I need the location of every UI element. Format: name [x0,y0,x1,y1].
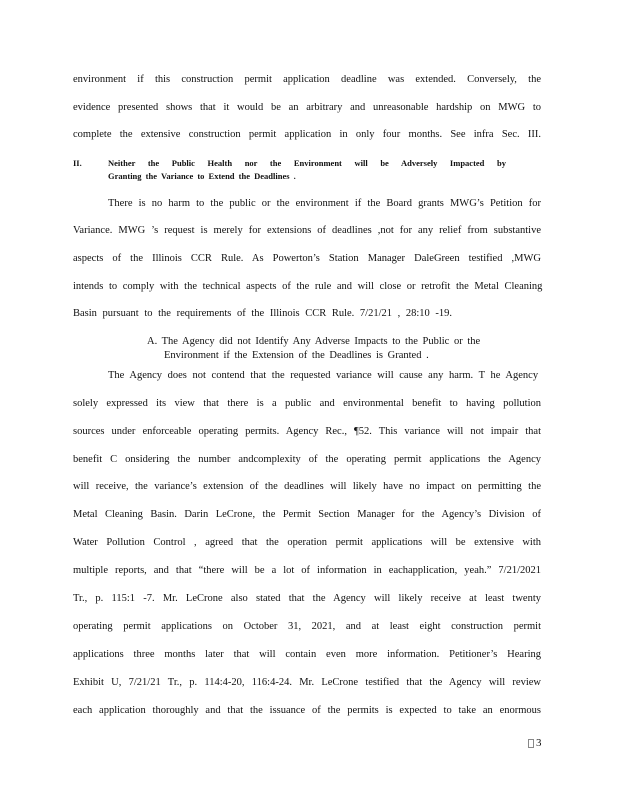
page-number [528,737,542,749]
paragraph-line: will receive, the variance’s extension of the deadlines will likely have no impact on permitting the [73,481,541,492]
subheading-line: Environment if the Extension of the Deadlines is Granted . [164,350,429,361]
paragraph-line: multiple reports, and that “there will be a lot of information in eachapplication, yeah.” 7/21/2021 [73,565,541,576]
paragraph-line: sources under enforceable operating permits. Agency Rec., ¶52. This variance will not impair that [73,426,541,437]
paragraph-line: Metal Cleaning Basin. Darin LeCrone, the Permit Section Manager for the Agency’s Division of [73,509,541,520]
paragraph-line: The Agency does not contend that the requested variance will cause any harm. T he Agency [108,370,539,381]
section-number: II. [73,158,82,168]
page-marker-icon [528,739,534,748]
paragraph-line: applications three months later that will contain even more information. Petitioner’s Hearing [73,649,541,660]
paragraph-line: operating permit applications on October 31, 2021, and at least eight construction permit [73,621,541,632]
paragraph-line: solely expressed its view that there is a public and environmental benefit to having pollution [73,398,541,409]
paragraph-line: intends to comply with the technical aspects of the rule and will close or retrofit the Metal Cleaning [73,281,543,292]
paragraph-line: each application thoroughly and that the issuance of the permits is expected to take an enormous [73,705,541,716]
page-number-text: 3 [536,737,542,749]
paragraph-line: benefit C onsidering the number andcomplexity of the operating permit applications the Agency [73,454,541,465]
paragraph-line: Water Pollution Control , agreed that the operation permit applications will be extensive with [73,537,541,548]
paragraph-line: aspects of the Illinois CCR Rule. As Powerton’s Station Manager DaleGreen testified ,MWG [73,253,541,264]
paragraph-line: Variance. MWG ’s request is merely for extensions of deadlines ,not for any relief from substantive [73,225,541,236]
paragraph-line: Basin pursuant to the requirements of the Illinois CCR Rule. 7/21/21 , 28:10 -19. [73,308,453,319]
subheading-line: A. The Agency did not Identify Any Adverse Impacts to the Public or the [147,336,481,347]
body-line: complete the extensive construction permit application in only four months. See infra Sec. III. [73,129,541,140]
body-line: environment if this construction permit application deadline was extended. Conversely, the [73,74,541,85]
section-heading-line: Granting the Variance to Extend the Deadlines . [108,171,296,181]
body-line: evidence presented shows that it would be an arbitrary and unreasonable hardship on MWG to [73,102,541,113]
section-heading-line: Neither the Public Health nor the Environment will be Adversely Impacted by [108,158,506,168]
paragraph-line: Tr., p. 115:1 -7. Mr. LeCrone also stated that the Agency will likely receive at least twenty [73,593,541,604]
paragraph-line: Exhibit U, 7/21/21 Tr., p. 114:4-20, 116:4-24. Mr. LeCrone testified that the Agency will review [73,677,541,688]
paragraph-line: There is no harm to the public or the environment if the Board grants MWG’s Petition for [108,198,541,209]
